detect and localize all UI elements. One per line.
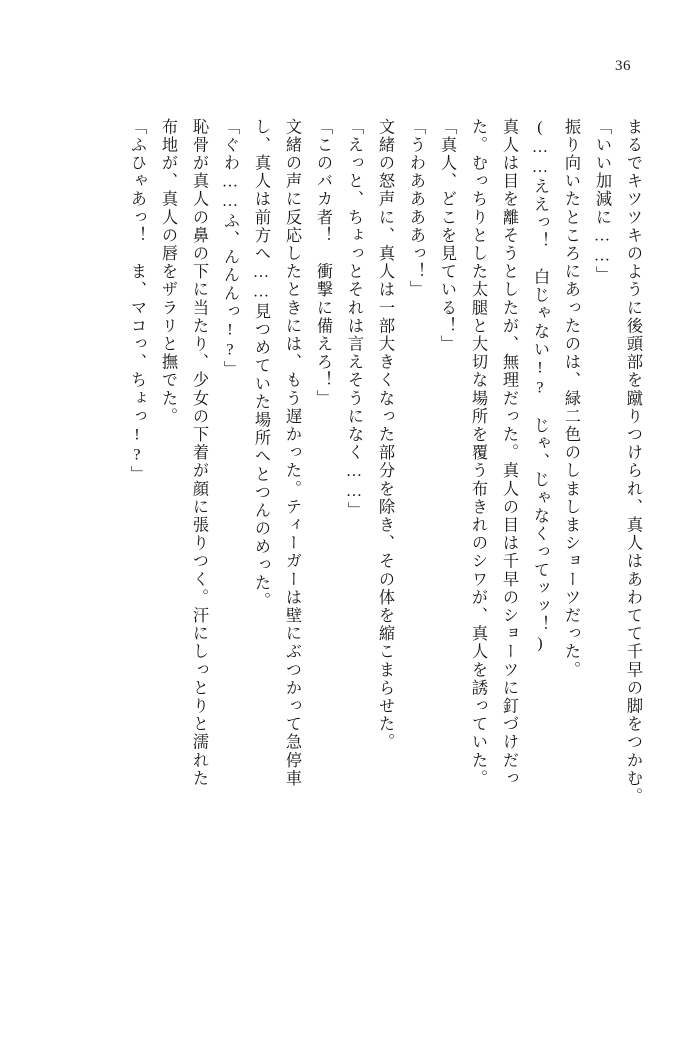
text-line: 「このバカ者！ 衝撃に備えろ！」 bbox=[314, 118, 332, 408]
page-number: 36 bbox=[615, 58, 631, 74]
text-line: 振り向いたところにあったのは、緑二色のしましまショーツだった。 bbox=[562, 118, 580, 680]
text-line: (……ええっ！ 白じゃない!? じゃ、じゃなくってッッ！) bbox=[531, 118, 549, 654]
text-line: まるでキツツキのように後頭部を蹴りつけられ、真人はあわてて千早の脚をつかむ。 bbox=[624, 118, 642, 806]
text-line: 真人は目を離そうとしたが、無理だった。真人の目は千早のショーツに釘づけだっ bbox=[500, 118, 518, 788]
text-line: 「真人、どこを見ている！」 bbox=[438, 118, 456, 354]
text-line: 文緒の声に反応したときには、もう遅かった。ティーガーは壁にぶつかって急停車 bbox=[283, 118, 301, 788]
text-line: し、真人は前方へ……見つめていた場所へとつんのめった。 bbox=[252, 118, 270, 611]
text-line: 恥骨が真人の鼻の下に当たり、少女の下着が顔に張りつく。汗にしっとりと濡れた bbox=[190, 118, 208, 788]
text-line: 「えっと、ちょっとそれは言えそうになく……」 bbox=[345, 118, 363, 520]
text-line: 「ぐわ……ふ、んんんっ!?」 bbox=[221, 118, 239, 379]
text-line: た。むっちりとした太腿と大切な場所を覆う布きれのシワが、真人を誘っていた。 bbox=[469, 118, 487, 788]
text-line: 「ふひゃあっ！ ま、マコっ、ちょっ!?」 bbox=[128, 118, 146, 484]
vertical-text-body bbox=[62, 118, 641, 958]
text-line: 文緒の怒声に、真人は一部大きくなった部分を除き、その体を縮こまらせた。 bbox=[376, 118, 394, 752]
text-line: 布地が、真人の唇をザラリと撫でた。 bbox=[159, 118, 177, 426]
text-line: 「うわああああっ！」 bbox=[407, 118, 425, 299]
text-line: 「いい加減に……」 bbox=[593, 118, 611, 285]
